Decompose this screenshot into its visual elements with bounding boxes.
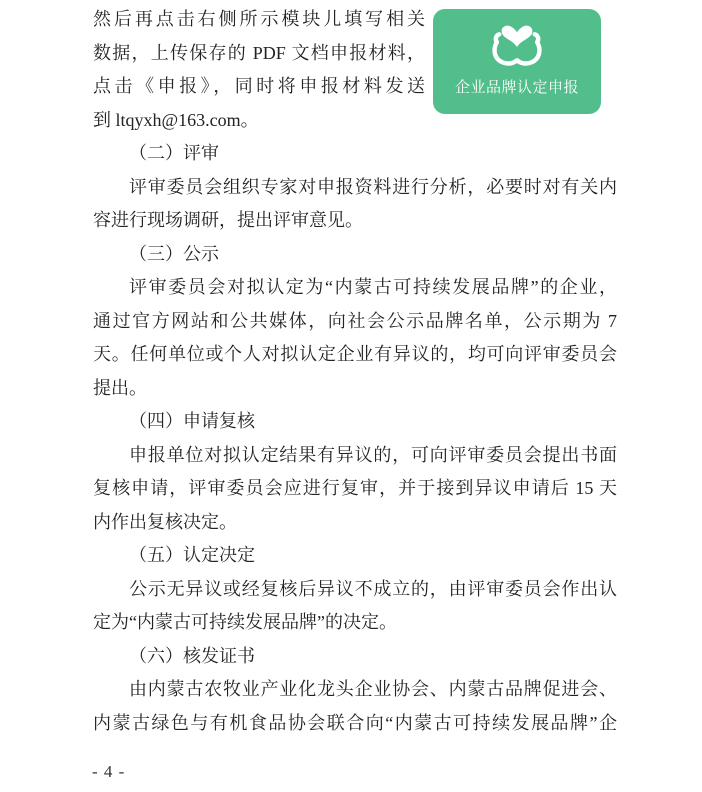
text-line: 评审委员会组织专家对申报资料进行分析，必要时对有关内 bbox=[129, 176, 617, 197]
page-number: - 4 - bbox=[92, 762, 126, 781]
text-line: 数据，上传保存的 PDF 文档申报材料， bbox=[93, 42, 425, 63]
text-line: 内作出复核决定。 bbox=[93, 511, 237, 532]
text-line: 容进行现场调研，提出评审意见。 bbox=[93, 210, 363, 230]
text-line: 内蒙古绿色与有机食品协会联合向“内蒙古可持续发展品牌”企 bbox=[93, 712, 617, 733]
text-line: 评审委员会对拟认定为“内蒙古可持续发展品牌”的企业， bbox=[129, 277, 617, 297]
section-heading: （六）核发证书 bbox=[129, 645, 255, 666]
text-line: 公示无异议或经复核后异议不成立的，由评审委员会作出认 bbox=[129, 578, 617, 599]
text-line: 点击《申报》，同时将申报材料发送 bbox=[93, 76, 425, 96]
text-line: 然后再点击右侧所示模块儿填写相关 bbox=[93, 9, 425, 29]
text-line: 由内蒙古农牧业产业化龙头企业协会、内蒙古品牌促进会、 bbox=[129, 679, 617, 699]
badge-label: 企业品牌认定申报 bbox=[454, 79, 579, 96]
body-text bbox=[93, 137, 617, 740]
text-line: 申报单位对拟认定结果有异议的，可向评审委员会提出书面 bbox=[129, 444, 617, 465]
hands-holding-heart-icon bbox=[488, 22, 546, 72]
text-line: 通过官方网站和公共媒体，向社会公示品牌名单，公示期为 7 bbox=[93, 310, 617, 331]
text-line: 定为“内蒙古可持续发展品牌”的决定。 bbox=[93, 612, 397, 632]
section-heading: （五）认定决定 bbox=[129, 545, 255, 565]
text-line: 复核申请，评审委员会应进行复审，并于接到异议申请后 15 天 bbox=[93, 478, 617, 498]
brand-application-badge bbox=[433, 9, 601, 114]
section-heading: （四）申请复核 bbox=[129, 411, 255, 431]
text-line: 天。任何单位或个人对拟认定企业有异议的，均可向评审委员会 bbox=[93, 344, 617, 364]
section-heading: （二）评审 bbox=[129, 143, 219, 163]
text-line-email: 到 ltqyxh@163.com。 bbox=[93, 109, 259, 130]
section-heading: （三）公示 bbox=[129, 243, 219, 264]
intro-paragraph bbox=[93, 3, 425, 137]
text-line: 提出。 bbox=[93, 377, 147, 398]
